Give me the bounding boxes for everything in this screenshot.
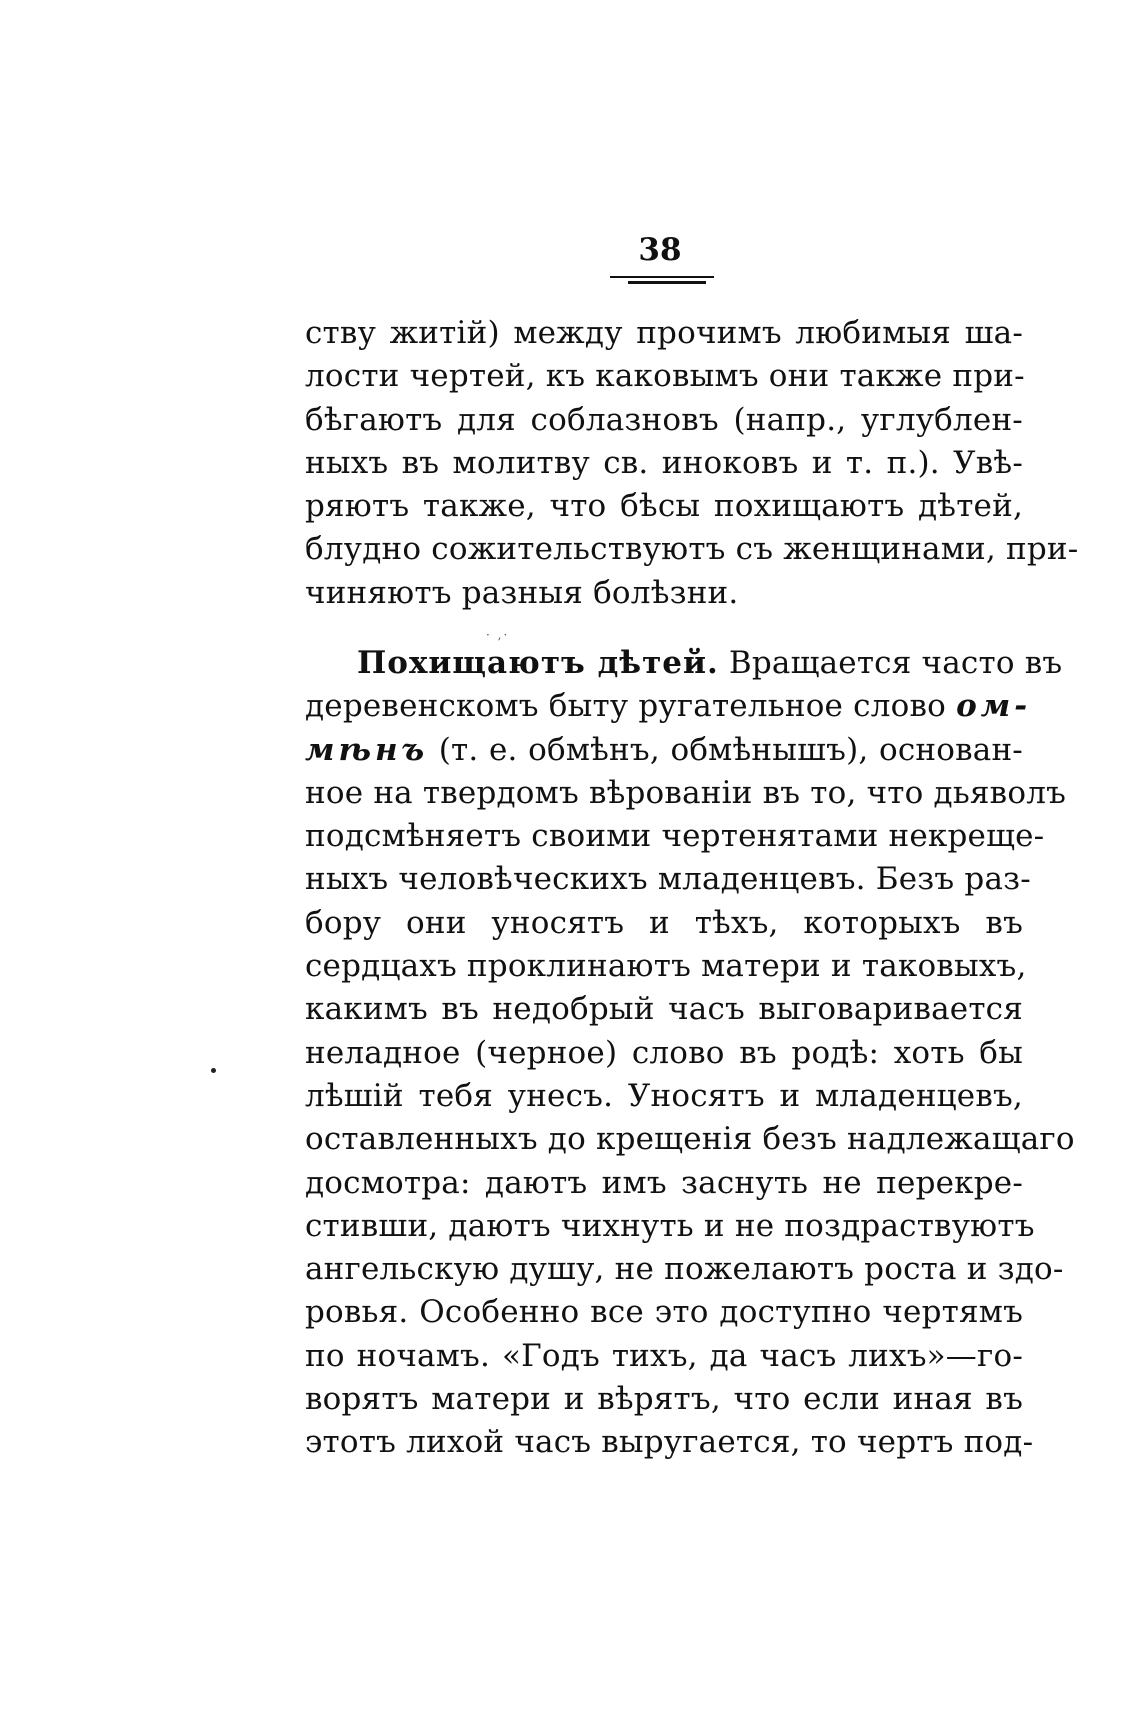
text-line: бѣгаютъ для соблазновъ (напр., углублен- [305,401,1023,438]
text-line: неладное (черное) слово въ родѣ: хоть бы [305,1034,1023,1071]
text-line: блудно сожительствуютъ съ женщинами, при- [305,531,1079,568]
text-line: какимъ въ недобрый часъ выговаривается [305,991,1023,1028]
page-number-rule [610,276,714,278]
section-heading: Похищаютъ дѣтей. [357,645,719,681]
text-line: ныхъ человѣческихъ младенцевъ. Безъ раз- [305,861,1031,898]
text-line: ное на твердомъ вѣрованіи въ то, что дьяволъ [305,774,1067,811]
page-number-rule-thick [628,281,706,284]
text-line: сердцахъ проклинаютъ матери и таковыхъ, [305,948,1027,985]
text-line: по ночамъ. «Годъ тихъ, да часъ лихъ»—го- [305,1337,1023,1374]
text-line: ровья. Особенно все это доступно чертямъ [305,1294,1023,1331]
text-line: лости чертей, къ каковымъ они также при- [305,358,1025,395]
heading-line-rest: Вращается часто въ [728,645,1063,681]
paragraph-1 [305,312,1079,615]
text-line: оставленныхъ до крещенія безъ надлежащаго [305,1121,1075,1158]
line-text: деревенскомъ быту ругательное слово [305,688,946,725]
line-text: (т. е. обмѣнъ, обмѣнышъ), основан- [438,731,1023,768]
text-line: бору они уносятъ и тѣхъ, которыхъ въ [305,904,1023,941]
text-line [305,685,1032,728]
text-line [305,729,1023,772]
text-line: чиняютъ разныя болѣзни. [305,574,739,611]
text-line: этотъ лихой часъ выругается, то чертъ под- [305,1424,1034,1461]
spaced-italic-word: ом- [956,688,1032,725]
page-number: 38 [638,232,682,268]
margin-mark [211,1068,216,1073]
text-line: подсмѣняетъ своими чертенятами некреще- [305,818,1045,855]
text-line: стивши, даютъ чихнуть и не поздраствуютъ [305,1207,1035,1244]
text-line: ряютъ также, что бѣсы похищаютъ дѣтей, [305,488,1023,525]
text-line [305,642,1063,685]
text-line: лѣшій тебя унесъ. Уносятъ и младенцевъ, [305,1077,1023,1114]
text-line: ангельскую душу, не пожелаютъ роста и здо- [305,1251,1064,1288]
paragraph-2 [305,642,1075,1465]
text-line: ныхъ въ молитву св. иноковъ и т. п.). Увѣ- [305,444,1023,481]
text-line: ству житій) между прочимъ любимыя ша- [305,315,1023,351]
text-line: ворятъ матери и вѣрятъ, что если иная въ [305,1381,1023,1418]
spaced-italic-word: мѣнъ [305,731,429,768]
text-line: досмотра: даютъ имъ заснуть не перекре- [305,1164,1023,1201]
print-specks: · ,· [486,628,510,642]
